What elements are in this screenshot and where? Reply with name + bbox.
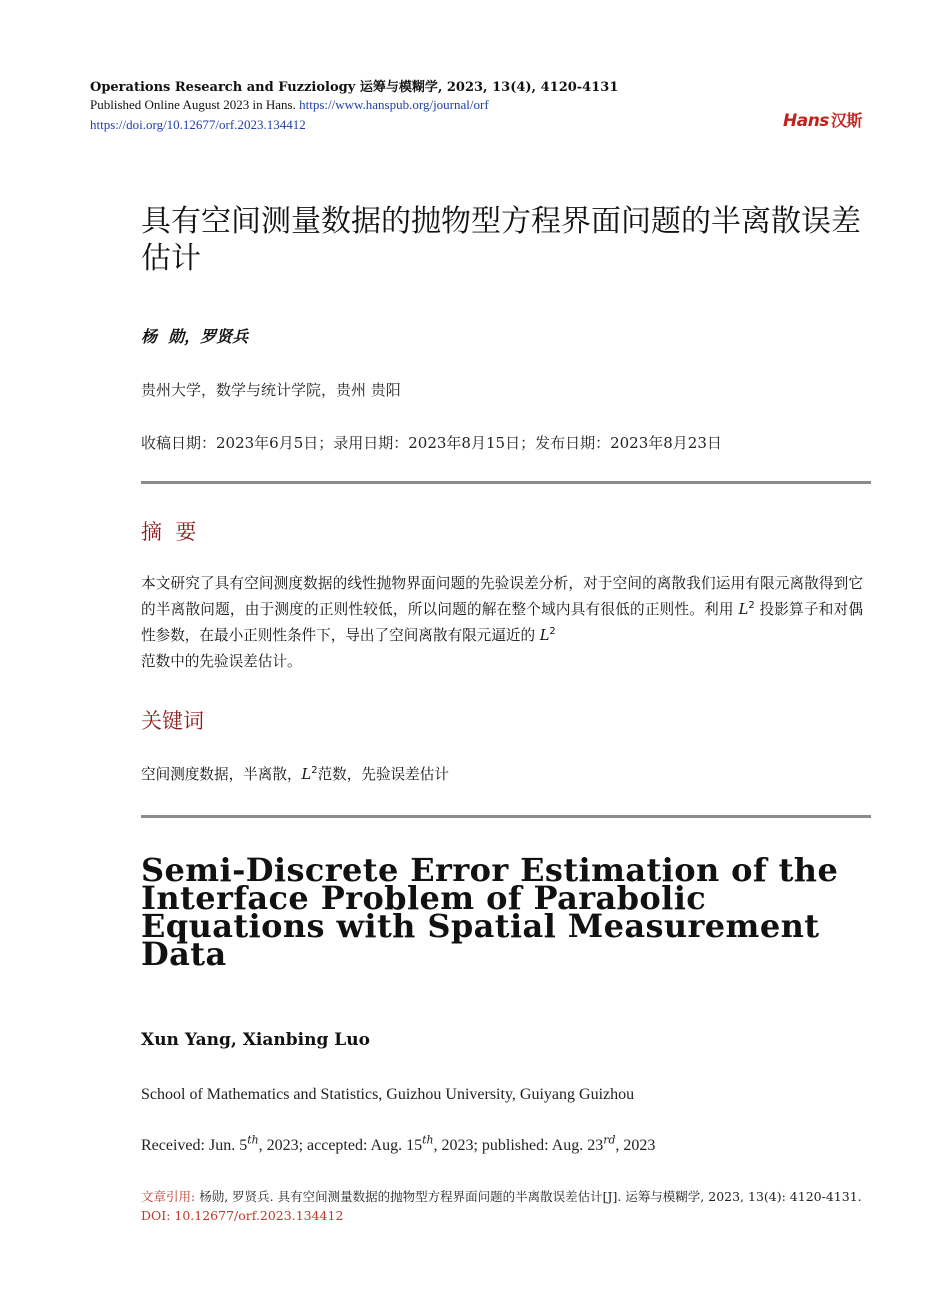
published-line xyxy=(90,97,489,113)
math-exp: 2 xyxy=(311,765,318,777)
citation-label: 文章引用: xyxy=(141,1189,200,1204)
year-end-text: , 2023 xyxy=(615,1137,656,1154)
chinese-authors: 杨 勋，罗贤兵 xyxy=(141,327,249,346)
sup-th: th xyxy=(422,1133,434,1147)
keywords-heading: 关键词 xyxy=(141,709,204,733)
abstract-part-1: 本文研究了具有空间测度数据的线性抛物界面问题的先验误差分析，对于空间的离散我们运用有限元离散得到它的半离散问题，由于测度的正则性较低，所以问题的解在整个域内具有很低的正则性。利用 xyxy=(141,575,863,618)
journal-url-link[interactable]: https://www.hanspub.org/journal/orf xyxy=(299,97,489,112)
math-exp: 2 xyxy=(748,600,755,612)
math-L: L xyxy=(539,627,550,644)
logo-text-cn: 汉斯 xyxy=(830,111,862,130)
english-title: Semi-Discrete Error Estimation of the Interface Problem of Parabolic Equations with Spatial Measurement Data xyxy=(141,851,839,973)
journal-issue: , 2023, 13(4), 4120-4131 xyxy=(437,80,619,95)
sup-rd: rd xyxy=(603,1133,616,1147)
hans-logo xyxy=(783,108,862,131)
abstract-heading: 摘 要 xyxy=(141,520,197,544)
logo-text-en: Hans xyxy=(783,111,829,131)
citation-doi-link[interactable]: DOI: 10.12677/orf.2023.134412 xyxy=(141,1208,344,1223)
chinese-title: 具有空间测量数据的抛物型方程界面问题的半离散误差估计 xyxy=(141,204,861,276)
math-exp: 2 xyxy=(549,626,556,638)
abstract-text xyxy=(141,571,863,675)
abstract-part-3: 范数中的先验误差估计。 xyxy=(141,653,302,670)
published-text: Published Online August 2023 in Hans. xyxy=(90,97,300,112)
journal-name-cn: 运筹与模糊学 xyxy=(359,80,438,95)
doi-line xyxy=(90,117,306,133)
citation-text: 杨勋, 罗贤兵. 具有空间测量数据的抛物型方程界面问题的半离散误差估计[J]. 运筹与模糊学, 2023, 13(4): 4120-4131. xyxy=(199,1189,862,1204)
accepted-text: , 2023; accepted: Aug. 15 xyxy=(258,1137,423,1154)
english-dates xyxy=(141,1133,656,1155)
citation xyxy=(141,1187,871,1225)
divider-middle xyxy=(141,815,871,818)
math-L: L xyxy=(738,601,749,618)
chinese-affiliation: 贵州大学，数学与统计学院，贵州 贵阳 xyxy=(141,381,401,399)
sup-th: th xyxy=(247,1133,259,1147)
english-authors: Xun Yang, Xianbing Luo xyxy=(141,1030,370,1050)
journal-name-en: Operations Research and Fuzziology xyxy=(90,80,356,95)
doi-url-link[interactable]: https://doi.org/10.12677/orf.2023.134412 xyxy=(90,117,306,132)
received-text: Received: Jun. 5 xyxy=(141,1137,248,1154)
keywords-part-2: 范数，先验误差估计 xyxy=(317,766,449,783)
divider-top xyxy=(141,481,871,484)
math-L: L xyxy=(301,766,312,783)
journal-line xyxy=(90,76,618,95)
published-date-text: , 2023; published: Aug. 23 xyxy=(433,1137,604,1154)
abstract-part-2: 投影算子和对偶性参数，在最小正则性条件下，导出了空间离散有限元逼近的 xyxy=(141,601,863,644)
chinese-dates: 收稿日期：2023年6月5日；录用日期：2023年8月15日；发布日期：2023年8月23日 xyxy=(141,434,722,452)
keywords-text xyxy=(141,763,449,784)
keywords-part-1: 空间测度数据，半离散， xyxy=(141,766,302,783)
english-affiliation: School of Mathematics and Statistics, Guizhou University, Guiyang Guizhou xyxy=(141,1086,635,1103)
